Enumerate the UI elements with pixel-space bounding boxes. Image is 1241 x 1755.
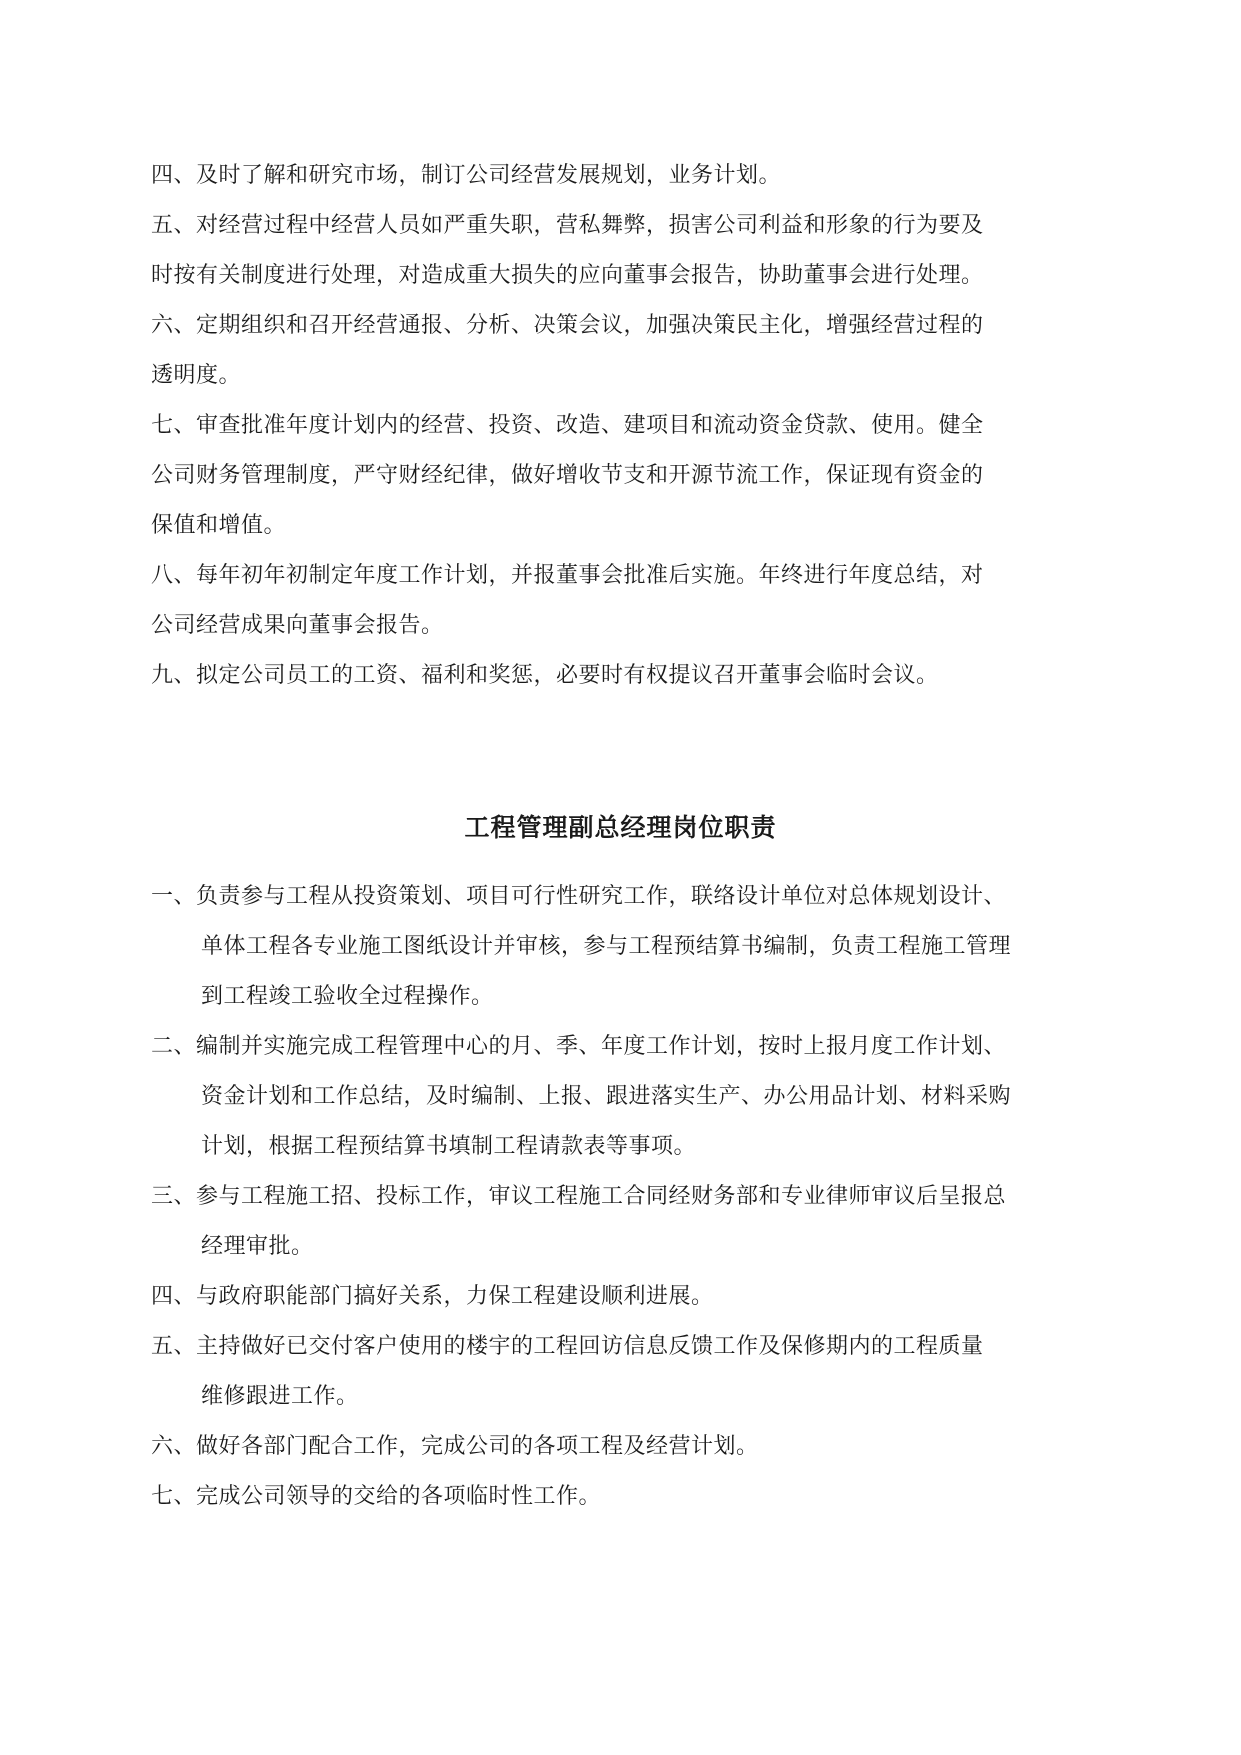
paragraph-line: 经理审批。 — [201, 1234, 314, 1259]
paragraph-line: 计划，根据工程预结算书填制工程请款表等事项。 — [201, 1134, 697, 1159]
section1-text — [151, 151, 1091, 701]
paragraph-line: 七、完成公司领导的交给的各项临时性工作。 — [151, 1484, 602, 1509]
paragraph-line: 八、每年初年初制定年度工作计划，并报董事会批准后实施。年终进行年度总结，对 — [151, 563, 984, 588]
paragraph-line: 一、负责参与工程从投资策划、项目可行性研究工作，联络设计单位对总体规划设计、 — [151, 884, 1007, 909]
paragraph-line: 到工程竣工验收全过程操作。 — [201, 984, 494, 1009]
paragraph-line: 公司财务管理制度，严守财经纪律，做好增收节支和开源节流工作，保证现有资金的 — [151, 463, 984, 488]
paragraph-line: 七、审查批准年度计划内的经营、投资、改造、建项目和流动资金贷款、使用。健全 — [151, 413, 984, 438]
section2-text — [151, 872, 1091, 1522]
paragraph-line: 透明度。 — [151, 363, 242, 388]
paragraph-line: 五、主持做好已交付客户使用的楼宇的工程回访信息反馈工作及保修期内的工程质量 — [151, 1334, 984, 1359]
paragraph-line: 时按有关制度进行处理，对造成重大损失的应向董事会报告，协助董事会进行处理。 — [151, 263, 984, 288]
paragraph-line: 资金计划和工作总结，及时编制、上报、跟进落实生产、办公用品计划、材料采购 — [201, 1084, 1012, 1109]
paragraph-line: 维修跟进工作。 — [201, 1384, 359, 1409]
paragraph-line: 九、拟定公司员工的工资、福利和奖惩，必要时有权提议召开董事会临时会议。 — [151, 663, 939, 688]
paragraph-line: 二、编制并实施完成工程管理中心的月、季、年度工作计划，按时上报月度工作计划、 — [151, 1034, 1007, 1059]
paragraph-line: 五、对经营过程中经营人员如严重失职，营私舞弊，损害公司利益和形象的行为要及 — [151, 213, 984, 238]
paragraph-line: 六、做好各部门配合工作，完成公司的各项工程及经营计划。 — [151, 1434, 759, 1459]
section-title: 工程管理副总经理岗位职责 — [464, 813, 777, 842]
paragraph-line: 四、与政府职能部门搞好关系，力保工程建设顺利进展。 — [151, 1284, 714, 1309]
paragraph-line: 公司经营成果向董事会报告。 — [151, 613, 444, 638]
paragraph-line: 单体工程各专业施工图纸设计并审核，参与工程预结算书编制，负责工程施工管理 — [201, 934, 1012, 959]
paragraph-line: 六、定期组织和召开经营通报、分析、决策会议，加强决策民主化，增强经营过程的 — [151, 313, 984, 338]
paragraph-line: 保值和增值。 — [151, 513, 287, 538]
paragraph-line: 三、参与工程施工招、投标工作，审议工程施工合同经财务部和专业律师审议后呈报总 — [151, 1184, 1007, 1209]
paragraph-line: 四、及时了解和研究市场，制订公司经营发展规划，业务计划。 — [151, 163, 782, 188]
